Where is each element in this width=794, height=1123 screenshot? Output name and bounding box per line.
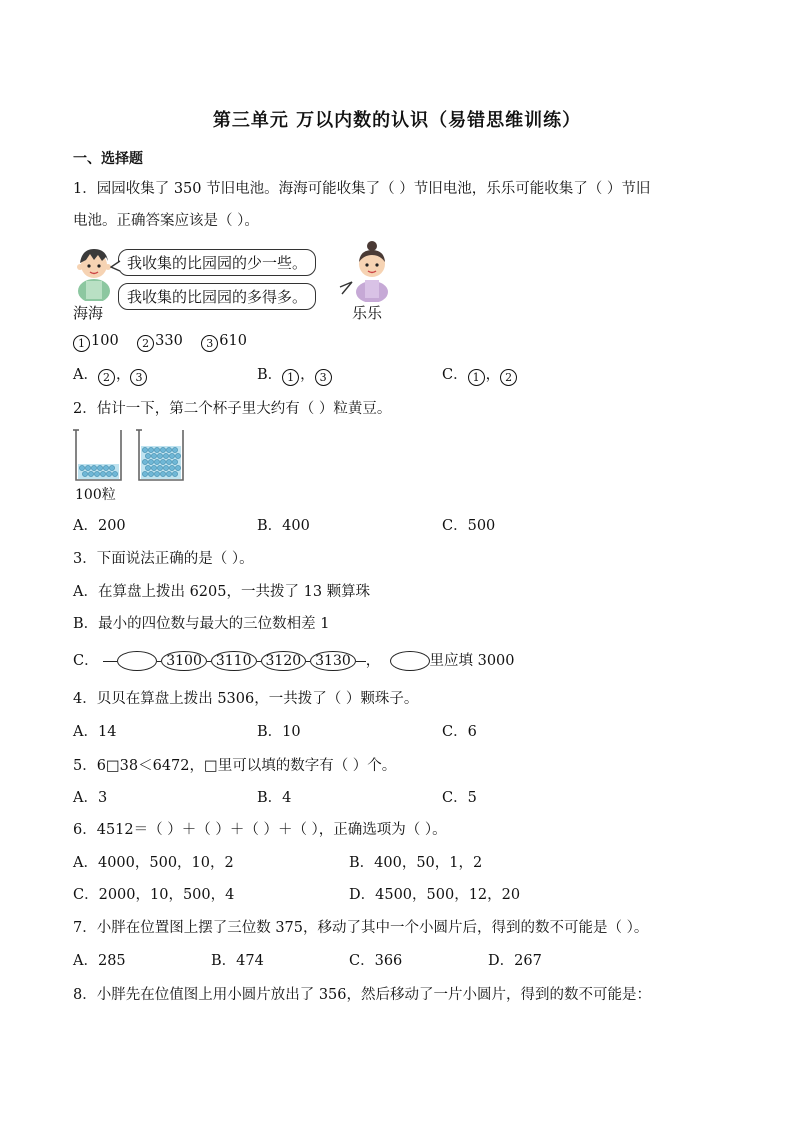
question-7-stem: 7．小胖在位置图上摆了三位数 375，移动了其中一个小圆片后，得到的数不可能是（ ）。 bbox=[73, 920, 649, 936]
question-6-stem: 6．4512＝（ ）＋（ ）＋（ ）＋（ ），正确选项为（ ）。 bbox=[73, 822, 447, 838]
choice-value-2: 330 bbox=[155, 333, 183, 349]
label-haihai: 海海 bbox=[73, 304, 104, 322]
question-7-option-a[interactable]: A．285 bbox=[73, 953, 126, 969]
question-2-stem: 2．估计一下，第二个杯子里大约有（ ）粒黄豆。 bbox=[73, 401, 392, 417]
question-6-option-b[interactable]: B．400，50，1，2 bbox=[349, 855, 483, 871]
question-1-choices bbox=[73, 332, 247, 352]
sequence-connector bbox=[103, 661, 117, 662]
question-1-line-2: 电池。正确答案应该是（ ）。 bbox=[73, 213, 259, 229]
option-a-mark-2: 3 bbox=[130, 369, 147, 386]
question-6-option-a[interactable]: A．4000，500，10，2 bbox=[73, 855, 234, 871]
bubble-tail-left-icon bbox=[110, 259, 122, 273]
question-1-option-c[interactable]: C． 1 ， 2 bbox=[442, 366, 518, 386]
sequence-item: 3110 bbox=[211, 651, 257, 671]
question-4-stem: 4．贝贝在算盘上拨出 5306，一共拨了（ ）颗珠子。 bbox=[73, 691, 419, 707]
section-heading: 一、选择题 bbox=[73, 151, 143, 167]
sequence-blank-oval bbox=[117, 651, 157, 671]
question-5-stem: 5．6□38＜6472，□里可以填的数字有（ ）个。 bbox=[73, 758, 397, 774]
speech-bubble-lele: 我收集的比园园的多得多。 bbox=[118, 283, 316, 310]
option-c-prefix: C． bbox=[442, 367, 468, 383]
question-4-option-b[interactable]: B．10 bbox=[257, 724, 301, 740]
option-b-prefix: B． bbox=[257, 367, 283, 383]
option-b-mark-1: 1 bbox=[282, 369, 299, 386]
option-c-mark-2: 2 bbox=[500, 369, 517, 386]
choice-value-1: 100 bbox=[91, 333, 119, 349]
option-a-prefix: A． bbox=[73, 367, 98, 383]
question-7-option-c[interactable]: C．366 bbox=[349, 953, 403, 969]
choice-mark-2: 2 bbox=[137, 335, 154, 352]
label-lele: 乐乐 bbox=[352, 304, 383, 322]
choice-mark-1: 1 bbox=[73, 335, 90, 352]
answer-blank-oval bbox=[390, 651, 430, 671]
choice-mark-3: 3 bbox=[201, 335, 218, 352]
question-6-option-c[interactable]: C．2000，10，500，4 bbox=[73, 887, 235, 903]
bean-cups-illustration bbox=[73, 428, 193, 484]
option-b-mark-2: 3 bbox=[315, 369, 332, 386]
question-7-option-b[interactable]: B．474 bbox=[211, 953, 264, 969]
question-2-option-a[interactable]: A．200 bbox=[73, 518, 126, 534]
question-7-option-d[interactable]: D．267 bbox=[488, 953, 542, 969]
question-2-option-b[interactable]: B．400 bbox=[257, 518, 310, 534]
question-4-option-c[interactable]: C．6 bbox=[442, 724, 477, 740]
cup-label: 100粒 bbox=[75, 487, 116, 503]
question-1-option-a[interactable]: A． 2 ， 3 bbox=[73, 366, 148, 386]
option-c-prefix: C． bbox=[73, 653, 99, 669]
question-3-option-b[interactable]: B．最小的四位数与最大的三位数相差 1 bbox=[73, 616, 330, 632]
girl-lele-illustration bbox=[350, 240, 394, 302]
option-c-suffix: 里应填 3000 bbox=[429, 653, 515, 669]
option-c-mark-1: 1 bbox=[468, 369, 485, 386]
sequence-item: 3100 bbox=[161, 651, 207, 671]
sequence-connector bbox=[356, 661, 366, 662]
question-3-option-a[interactable]: A．在算盘上拨出 6205，一共拨了 13 颗算珠 bbox=[73, 584, 371, 600]
page-title: 第三单元 万以内数的认识（易错思维训练） bbox=[212, 110, 582, 131]
question-3-stem: 3．下面说法正确的是（ ）。 bbox=[73, 551, 254, 567]
sequence-comma: ， bbox=[365, 653, 381, 669]
sequence-item: 3130 bbox=[310, 651, 356, 671]
question-3-option-c[interactable] bbox=[73, 651, 515, 671]
sequence-connector bbox=[257, 661, 261, 662]
sequence-item: 3120 bbox=[261, 651, 307, 671]
question-2-option-c[interactable]: C．500 bbox=[442, 518, 496, 534]
question-8-stem: 8．小胖先在位值图上用小圆片放出了 356，然后移动了一片小圆片，得到的数不可能是： bbox=[73, 987, 652, 1003]
question-5-option-b[interactable]: B．4 bbox=[257, 790, 292, 806]
question-5-option-c[interactable]: C．5 bbox=[442, 790, 477, 806]
question-1-option-b[interactable]: B． 1 ， 3 bbox=[257, 366, 333, 386]
question-4-option-a[interactable]: A．14 bbox=[73, 724, 117, 740]
question-1-line-1: 1．园园收集了 350 节旧电池。海海可能收集了（ ）节旧电池，乐乐可能收集了（ ）节旧 bbox=[73, 181, 651, 197]
speech-bubble-haihai: 我收集的比园园的少一些。 bbox=[118, 249, 316, 276]
question-6-option-d[interactable]: D．4500，500，12，20 bbox=[349, 887, 521, 903]
option-a-mark-1: 2 bbox=[98, 369, 115, 386]
question-5-option-a[interactable]: A．3 bbox=[73, 790, 108, 806]
choice-value-3: 610 bbox=[219, 333, 247, 349]
